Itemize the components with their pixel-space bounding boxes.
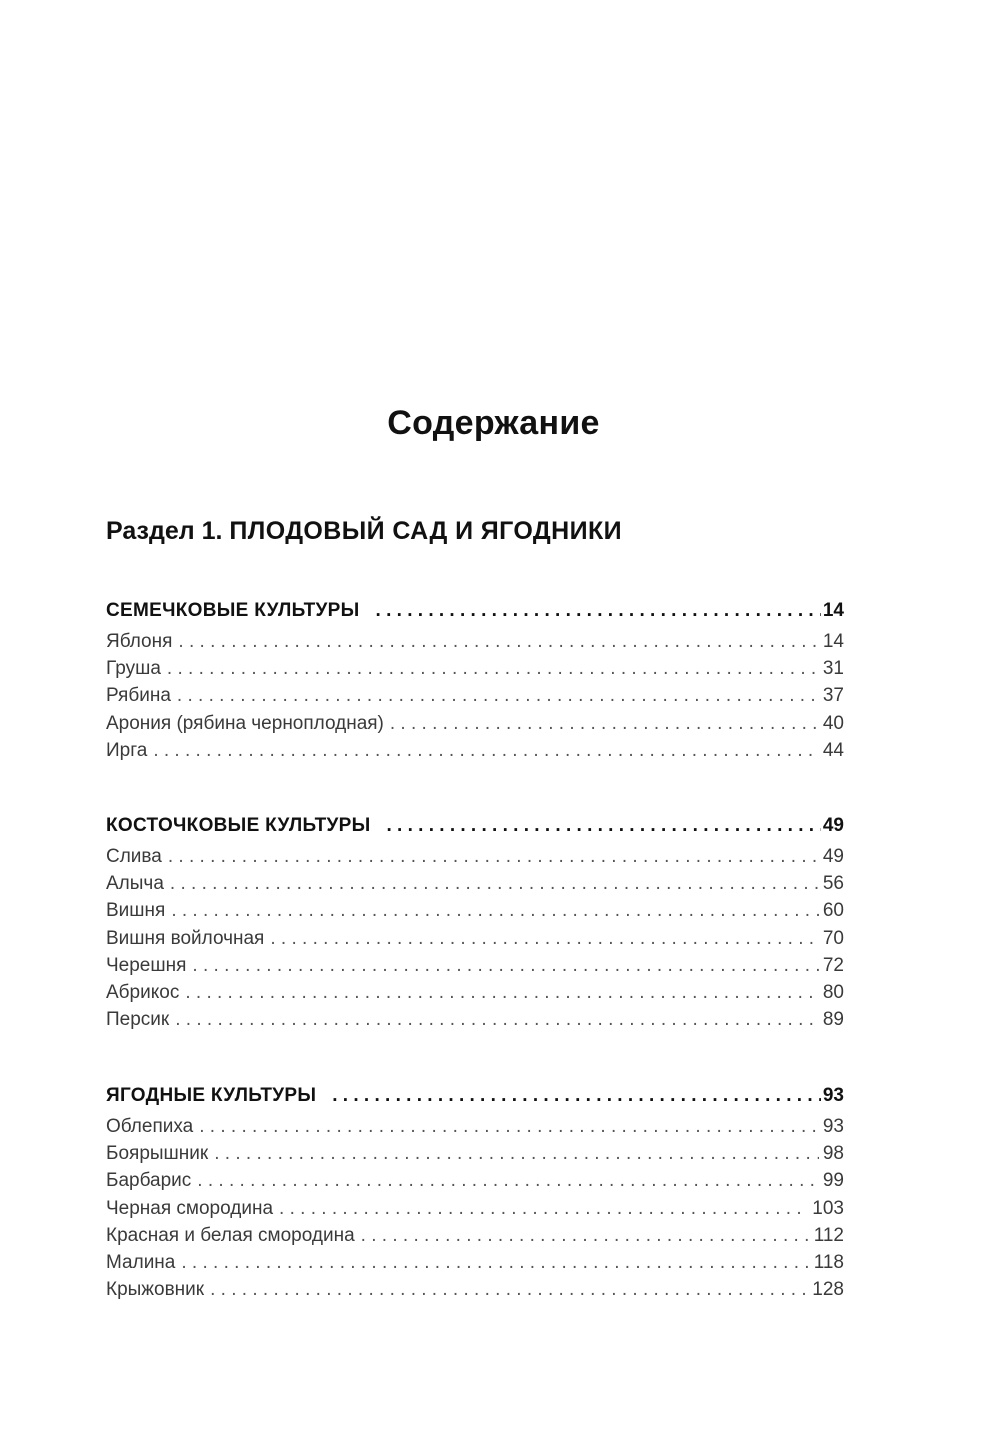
dot-leader <box>361 1222 810 1249</box>
dot-leader <box>197 1167 819 1194</box>
toc-section-pome-crops <box>106 596 844 764</box>
toc-entry[interactable] <box>106 843 844 870</box>
entry-page-number: 56 <box>822 873 844 895</box>
entry-page-number: 37 <box>822 685 844 707</box>
section-heading-label: КОСТОЧКОВЫЕ КУЛЬТУРЫ <box>106 815 371 836</box>
entry-page-number: 14 <box>822 631 844 652</box>
entry-label: Рябина <box>106 685 171 707</box>
dot-leader <box>175 1006 819 1033</box>
dot-leader <box>177 682 819 709</box>
dot-leader <box>167 655 819 682</box>
entry-label: Слива <box>106 846 162 867</box>
entry-page-number: 72 <box>822 954 844 976</box>
dot-leader <box>376 596 821 626</box>
entry-label: Ирга <box>106 739 148 761</box>
entry-page-number: 103 <box>812 1197 844 1219</box>
dot-leader <box>181 1249 809 1276</box>
entry-label: Персик <box>106 1009 170 1031</box>
part-heading <box>106 512 622 550</box>
entry-page-number: 93 <box>822 1116 844 1137</box>
entry-page-number: 112 <box>813 1224 844 1246</box>
entry-label: Облепиха <box>106 1116 194 1137</box>
toc-entry[interactable] <box>106 925 844 952</box>
toc-entry[interactable] <box>106 1006 844 1033</box>
toc-section-stone-fruit-crops <box>106 811 844 1033</box>
entry-page-number: 40 <box>822 712 844 734</box>
toc-section-heading[interactable] <box>106 596 844 626</box>
entry-label: Боярышник <box>106 1143 209 1165</box>
dot-leader <box>210 1276 808 1303</box>
dot-leader <box>171 897 819 924</box>
dot-leader <box>279 1195 808 1222</box>
entry-label: Барбарис <box>106 1170 192 1192</box>
dot-leader <box>185 979 819 1006</box>
dot-leader <box>270 925 819 952</box>
toc-section-heading[interactable] <box>106 811 844 841</box>
entry-page-number: 98 <box>822 1143 844 1165</box>
entry-label: Красная и белая смородина <box>106 1224 355 1246</box>
toc-entry[interactable] <box>106 628 844 655</box>
toc-entry[interactable] <box>106 1167 844 1194</box>
section-page-number: 14 <box>822 600 844 621</box>
toc-section-berry-crops <box>106 1081 844 1303</box>
entry-label: Крыжовник <box>106 1279 205 1301</box>
entry-label: Черная смородина <box>106 1197 274 1219</box>
toc-entry[interactable] <box>106 1195 844 1222</box>
page-title: Содержание <box>387 404 600 442</box>
entry-page-number: 44 <box>822 739 844 761</box>
entry-page-number: 89 <box>822 1009 844 1031</box>
entry-page-number: 128 <box>812 1279 844 1301</box>
dot-leader <box>170 870 819 897</box>
toc-entry[interactable] <box>106 1276 844 1303</box>
toc-entry[interactable] <box>106 710 844 737</box>
entry-label: Вишня <box>106 900 166 922</box>
toc-entry[interactable] <box>106 1249 844 1276</box>
toc-entry[interactable] <box>106 1113 844 1140</box>
toc-section-heading[interactable] <box>106 1081 844 1111</box>
dot-leader <box>178 628 818 655</box>
entry-page-number: 80 <box>822 981 844 1003</box>
dot-leader <box>214 1140 819 1167</box>
dot-leader <box>390 710 819 737</box>
dot-leader <box>153 737 819 764</box>
entry-page-number: 31 <box>822 658 844 680</box>
entry-label: Абрикос <box>106 981 180 1003</box>
toc-entry[interactable] <box>106 979 844 1006</box>
toc-entry[interactable] <box>106 1140 844 1167</box>
toc-entry[interactable] <box>106 870 844 897</box>
section-heading-label: СЕМЕЧКОВЫЕ КУЛЬТУРЫ <box>106 600 360 621</box>
entry-label: Арония (рябина черноплодная) <box>106 712 384 734</box>
entry-page-number: 49 <box>822 846 844 867</box>
toc-entry[interactable] <box>106 682 844 709</box>
entry-label: Малина <box>106 1251 176 1273</box>
entry-label: Груша <box>106 658 161 680</box>
entry-label: Яблоня <box>106 631 173 652</box>
toc-entry[interactable] <box>106 952 844 979</box>
part-name: ПЛОДОВЫЙ САД И ЯГОДНИКИ <box>229 517 622 545</box>
entry-page-number: 118 <box>813 1251 844 1273</box>
part-prefix: Раздел 1. <box>106 517 223 545</box>
entry-label: Черешня <box>106 954 187 976</box>
section-page-number: 49 <box>822 815 844 836</box>
entry-label: Алыча <box>106 873 164 895</box>
dot-leader <box>192 952 818 979</box>
toc-entry[interactable] <box>106 1222 844 1249</box>
entry-label: Вишня войлочная <box>106 927 265 949</box>
dot-leader <box>386 811 820 841</box>
toc-entry[interactable] <box>106 737 844 764</box>
toc-entry[interactable] <box>106 897 844 924</box>
entry-page-number: 70 <box>822 927 844 949</box>
entry-page-number: 99 <box>822 1170 844 1192</box>
dot-leader <box>199 1113 819 1140</box>
entry-page-number: 60 <box>822 900 844 922</box>
section-page-number: 93 <box>822 1085 844 1106</box>
section-heading-label: ЯГОДНЫЕ КУЛЬТУРЫ <box>106 1085 317 1106</box>
toc-entry[interactable] <box>106 655 844 682</box>
dot-leader <box>168 843 819 870</box>
dot-leader <box>332 1081 821 1111</box>
